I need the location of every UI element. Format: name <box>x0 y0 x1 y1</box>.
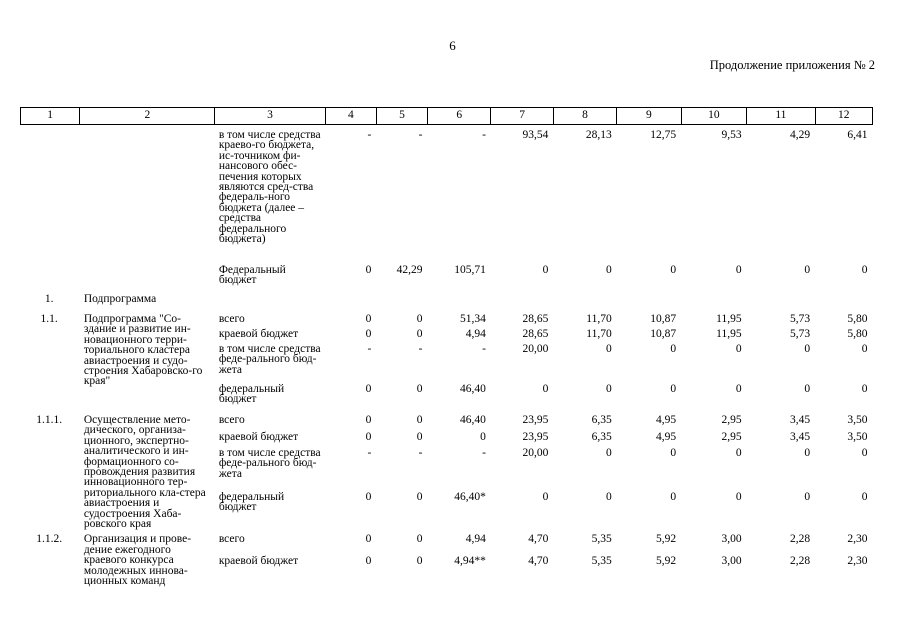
row-code <box>21 448 80 492</box>
row-value: - <box>482 129 486 141</box>
row-code: 1. <box>44 293 54 305</box>
row-code <box>21 130 80 265</box>
row-value: 0 <box>416 430 423 443</box>
row-value: 42,29 <box>396 264 423 276</box>
row-value: 10,87 <box>650 313 677 325</box>
row-value <box>553 294 616 309</box>
row-value: 0 <box>416 555 423 568</box>
row-code <box>21 265 80 289</box>
row-value: 0 <box>605 343 612 355</box>
row-value: 0 <box>365 328 372 340</box>
row-value: 12,75 <box>650 129 677 141</box>
row-value: 28,65 <box>522 328 549 340</box>
column-header: 5 <box>376 108 427 125</box>
row-value: 10,87 <box>650 328 677 340</box>
row-value: 0 <box>735 343 742 355</box>
table-row <box>21 314 873 329</box>
row-funding-source: всего <box>218 414 245 426</box>
row-value: 5,73 <box>789 313 811 325</box>
row-value: - <box>482 343 486 355</box>
row-code: 1.1. <box>40 313 58 325</box>
row-value: - <box>418 129 423 141</box>
row-value <box>325 294 376 309</box>
row-value: 2,28 <box>789 555 811 568</box>
budget-table <box>20 107 873 587</box>
row-name <box>80 130 215 265</box>
row-value: 0 <box>670 491 677 504</box>
row-value: 0 <box>365 264 372 276</box>
row-value: 0 <box>416 491 423 504</box>
row-value: 5,35 <box>591 555 612 568</box>
row-value: 0 <box>542 383 549 395</box>
column-header: 2 <box>80 108 215 125</box>
header-row <box>21 108 873 125</box>
row-value: 4,94 <box>465 533 486 546</box>
row-value: 0 <box>804 383 811 395</box>
row-value: 0 <box>804 491 811 504</box>
row-value: 0 <box>365 430 372 443</box>
row-value <box>815 294 872 309</box>
row-value: 4,70 <box>528 555 549 568</box>
row-value: 3,45 <box>789 430 811 443</box>
row-value: 4,94** <box>454 555 486 568</box>
table-row <box>21 265 873 289</box>
row-value: 5,73 <box>789 328 811 340</box>
row-value: 5,92 <box>656 555 677 568</box>
page-number: 6 <box>449 38 456 53</box>
column-header: 4 <box>325 108 376 125</box>
row-funding-source: краевой бюджет <box>218 328 299 340</box>
row-value: 0 <box>735 491 742 504</box>
row-value: 5,80 <box>847 313 868 325</box>
row-value: - <box>367 343 372 355</box>
continuation-caption: Продолжение приложения № 2 <box>709 58 875 72</box>
row-value: 23,95 <box>522 430 549 443</box>
row-value: 0 <box>416 313 423 325</box>
row-value: 5,80 <box>847 328 868 340</box>
row-name: Организация и прове-дение ежегодного краевого конкурса молодежных иннова-ционных команд <box>83 533 192 588</box>
row-value: 0 <box>416 383 423 395</box>
column-header: 12 <box>815 108 872 125</box>
row-value: 4,70 <box>528 533 549 546</box>
row-value <box>491 294 553 309</box>
row-funding-source: в том числе средства краево-го бюджета, ис-точником фи-нансового обес-печения которых являются сред-ства федераль-ного бюджета (далее – средства федерального бюджета) <box>218 129 321 246</box>
row-value: 2,30 <box>847 555 868 568</box>
row-value: 0 <box>735 383 742 395</box>
column-header: 1 <box>21 108 80 125</box>
row-value: 2,28 <box>789 533 811 546</box>
row-value: 11,70 <box>586 313 612 325</box>
row-code <box>21 384 80 410</box>
row-funding-source: краевой бюджет <box>218 555 299 568</box>
row-code: 1.1.2. <box>36 533 63 546</box>
row-funding-source: всего <box>218 313 245 325</box>
row-code <box>21 556 80 586</box>
column-header: 11 <box>747 108 816 125</box>
row-value: 0 <box>670 383 677 395</box>
row-value: 0 <box>542 264 549 276</box>
column-header: 7 <box>491 108 553 125</box>
row-value: 9,53 <box>721 129 742 141</box>
row-value: 0 <box>670 264 677 276</box>
row-value: 51,34 <box>460 313 486 325</box>
row-name: Подпрограмма "Со-здание и развитие ин-новационного терри-ториального кластера авиастроения и судо-строения Хабаровско-го края" <box>83 313 203 388</box>
row-value <box>681 294 746 309</box>
row-value <box>428 294 491 309</box>
row-funding-source: Федеральный бюджет <box>218 264 286 287</box>
row-value: 0 <box>861 264 868 276</box>
row-code <box>21 344 80 384</box>
row-value: 2,95 <box>721 414 742 426</box>
row-value: 2,95 <box>721 430 742 443</box>
row-funding-source: в том числе средства феде-рального бюд-жета <box>218 343 321 376</box>
row-value: 0 <box>804 343 811 355</box>
row-funding-source: в том числе средства феде-рального бюд-жета <box>218 447 321 480</box>
row-name: Осуществление мето-дического, организа-ционного, экспертно-аналитического и ин-формационного со-провождения развития инновационного тер-риториального кла-стера авиастроения и судостроения Хаба-ровского края <box>83 414 206 531</box>
row-name: Подпрограмма <box>83 293 157 305</box>
row-value: 11,95 <box>716 313 742 325</box>
row-code <box>21 492 80 529</box>
row-value: 3,50 <box>847 414 868 426</box>
row-value: 28,65 <box>522 313 549 325</box>
row-code <box>21 329 80 344</box>
column-header: 8 <box>553 108 616 125</box>
row-value: 0 <box>365 313 372 325</box>
table-row <box>21 130 873 265</box>
row-value: 3,00 <box>721 555 742 568</box>
row-value: 11,95 <box>716 328 742 340</box>
column-header: 6 <box>428 108 491 125</box>
row-value: 0 <box>735 264 742 276</box>
row-value: 0 <box>605 383 612 395</box>
row-funding-source: федеральный бюджет <box>218 383 285 406</box>
row-value: 0 <box>804 447 811 459</box>
row-value: 0 <box>605 491 612 504</box>
row-value: 0 <box>861 447 868 459</box>
row-funding-source: всего <box>218 533 245 546</box>
row-value: 4,29 <box>789 129 811 141</box>
row-value: 46,40 <box>460 383 486 395</box>
row-value: 5,92 <box>656 533 677 546</box>
row-name <box>80 265 215 289</box>
row-code <box>21 432 80 449</box>
row-value: 6,41 <box>847 129 868 141</box>
row-value: 3,50 <box>847 430 868 443</box>
row-value: 0 <box>605 264 612 276</box>
row-funding-source <box>215 294 325 309</box>
row-value: 20,00 <box>522 447 549 459</box>
row-value: 0 <box>480 430 486 443</box>
row-value: 0 <box>861 383 868 395</box>
row-value: 3,45 <box>789 414 811 426</box>
row-value: 23,95 <box>522 414 549 426</box>
row-value: 4,95 <box>656 430 677 443</box>
row-value: 5,35 <box>591 533 612 546</box>
row-value: 0 <box>605 447 612 459</box>
row-value: 0 <box>804 264 811 276</box>
row-value: 0 <box>670 447 677 459</box>
row-value <box>376 294 427 309</box>
row-value: 4,95 <box>656 414 677 426</box>
row-value: 0 <box>365 491 372 504</box>
row-value: 28,13 <box>585 129 612 141</box>
row-value: 0 <box>670 343 677 355</box>
row-value: - <box>367 129 372 141</box>
column-header: 10 <box>681 108 746 125</box>
row-value: 46,40 <box>460 414 486 426</box>
row-value <box>747 294 816 309</box>
row-funding-source: федеральный бюджет <box>218 491 285 514</box>
table-row <box>21 534 873 556</box>
row-value: 93,54 <box>522 129 549 141</box>
row-code: 1.1.1. <box>36 414 63 426</box>
row-value: 2,30 <box>847 533 868 546</box>
row-value: 0 <box>542 491 549 504</box>
row-value: 11,70 <box>586 328 612 340</box>
table-row <box>21 294 873 309</box>
row-value: 20,00 <box>522 343 549 355</box>
row-value: 0 <box>416 533 423 546</box>
row-value: 0 <box>735 447 742 459</box>
column-header: 9 <box>617 108 681 125</box>
row-value: 6,35 <box>591 414 612 426</box>
table-row <box>21 415 873 432</box>
row-value: 4,94 <box>465 328 486 340</box>
row-value: 0 <box>861 491 868 504</box>
row-value: 0 <box>861 343 868 355</box>
row-value: - <box>418 343 423 355</box>
row-value: 6,35 <box>591 430 612 443</box>
row-value: 0 <box>416 328 423 340</box>
column-header: 3 <box>215 108 325 125</box>
row-funding-source: краевой бюджет <box>218 430 299 443</box>
row-value: 0 <box>365 555 372 568</box>
row-value: 0 <box>365 383 372 395</box>
table-body <box>21 125 873 587</box>
row-value <box>617 294 681 309</box>
row-value: 0 <box>416 414 423 426</box>
row-value: - <box>482 447 486 459</box>
row-value: 46,40* <box>454 491 486 504</box>
row-value: 0 <box>365 414 372 426</box>
row-value: 0 <box>365 533 372 546</box>
row-value: 105,71 <box>454 264 486 276</box>
row-value: 3,00 <box>721 533 742 546</box>
row-value: - <box>367 447 372 459</box>
row-value: - <box>418 447 423 459</box>
